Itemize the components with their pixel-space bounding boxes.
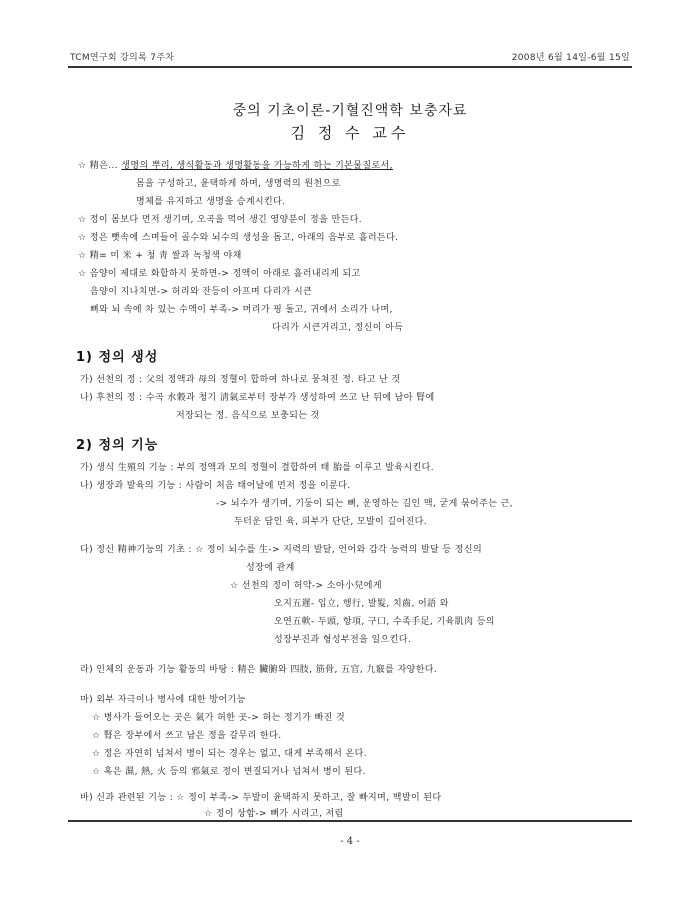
section-2-item-e-star3: ☆ 정은 자연히 넘쳐서 병이 되는 경우는 없고, 대게 부족해서 온다.	[92, 749, 367, 759]
intro-line-8: 음양이 지나치면-> 허리와 잔등이 아프며 다리가 시큰	[90, 287, 313, 297]
intro-star-label: ☆ 精은...	[78, 161, 122, 171]
section-2-heading: 2) 정의 기능	[76, 438, 159, 453]
section-1-heading: 1) 정의 생성	[76, 350, 159, 365]
section-2-item-e-star1: ☆ 병사가 들어오는 곳은 氣가 허한 곳-> 허는 정기가 빠진 것	[92, 713, 346, 723]
section-2-item-e-star4: ☆ 혹은 濕, 熱, 火 등의 邪氣로 정이 변질되거나 넘쳐서 병이 된다.	[92, 767, 366, 777]
intro-line-3: 명체를 유지하고 생명을 승계시킨다.	[136, 197, 286, 207]
section-2-item-b-cont1: -> 뇌수가 생기며, 기둥이 되는 뼈, 운영하는 길인 맥, 굳게 묶어주는 근,	[216, 499, 513, 509]
section-2-item-f: 바) 신과 관련된 기능 : ☆ 정이 부족-> 두발이 윤택하지 못하고, 잘 빠지며, 백발이 된다	[80, 793, 442, 803]
section-2-item-c-cont1: 성장에 관계	[246, 563, 295, 573]
intro-underlined-text: 생명의 뿌리, 생식활동과 생명활동을 가능하게 하는 기본물질로서,	[121, 161, 393, 171]
section-2-item-a: 가) 생식 生殖의 기능 : 부의 정액과 모의 정혈이 결합하여 태 胎를 이루고 발육시킨다.	[80, 463, 435, 473]
intro-line-1	[78, 158, 393, 171]
intro-line-10: 다리가 시큰거리고, 정신이 아득	[272, 323, 404, 333]
section-1-item-b-cont: 저장되는 정. 음식으로 보충되는 것	[176, 411, 320, 421]
page-number: - 4 -	[340, 836, 360, 847]
author-name: 김 정 수 교수	[290, 124, 410, 142]
header-course-title: TCM연구회 강의록 7주차	[70, 53, 175, 63]
section-2-item-c-cont5: 성장부진과 형성부전을 일으킨다.	[274, 635, 412, 645]
section-2-item-f-cont: ☆ 정이 상함-> 뼈가 시리고, 저림	[204, 809, 344, 819]
intro-line-4: ☆ 정이 몸보다 먼저 생기며, 오곡을 먹어 생긴 영양분이 정을 만든다.	[78, 215, 363, 225]
intro-line-7: ☆ 음양이 제대로 화합하지 못하면-> 정액이 아래로 흘러내리게 되고	[78, 269, 361, 279]
intro-line-5: ☆ 정은 뼛속에 스며들어 골수와 뇌수의 생성을 돕고, 아래의 음부로 흘러든다.	[78, 233, 399, 243]
section-1-item-a: 가) 선천의 정 : 父의 정액과 母의 정혈이 합하여 하나로 뭉쳐진 정. 타고 난 것	[80, 375, 401, 385]
section-2-item-c-cont3: 오지五遲- 입立, 행行, 발髮, 치齒, 어語 와	[274, 599, 449, 609]
section-2-item-b-cont2: 두터운 담인 육, 피부가 단단, 모발이 길어진다.	[234, 517, 428, 527]
section-2-item-d: 라) 인체의 운동과 기능 활동의 바탕 : 精은 臟腑와 四肢, 筋骨, 五官, 九竅를 자양한다.	[80, 665, 438, 675]
section-2-item-c: 다) 정신 精神기능의 기초 : ☆ 정이 뇌수를 生-> 지력의 발달, 언어와 감각 능력의 발달 등 정신의	[80, 545, 483, 555]
footer-rule	[68, 820, 632, 822]
intro-line-9: 뼈와 뇌 속에 차 있는 수액이 부족-> 머리가 핑 돌고, 귀에서 소리가 나며,	[90, 305, 393, 315]
section-2-item-b: 나) 생장과 발육의 기능 : 사람이 처음 태어날에 먼저 정을 이룬다.	[80, 481, 351, 491]
section-2-item-c-cont4: 오연五軟- 두頭, 항項, 구口, 수족手足, 기육肌肉 등의	[274, 617, 495, 627]
document-title: 중의 기초이론-기혈진액학 보충자료	[232, 103, 468, 119]
section-2-item-e-star2: ☆ 腎은 장부에서 쓰고 남은 정을 갈무리 한다.	[92, 731, 282, 741]
header-rule	[68, 66, 632, 68]
header-date: 2008년 6월 14일-6월 15일	[511, 53, 630, 63]
section-1-item-b: 나) 후천의 정 : 수곡 水穀과 청기 淸氣로부터 장부가 생성하여 쓰고 난 뒤에 남아 腎에	[80, 393, 435, 403]
section-2-item-c-cont2: ☆ 선천의 정이 허약-> 소아小兒에게	[230, 581, 382, 591]
intro-line-2: 몸을 구성하고, 윤택하게 하며, 생명력의 원천으로	[136, 179, 341, 189]
intro-line-6: ☆ 精= 미 米 + 청 靑 쌀과 녹청색 야채	[78, 251, 242, 261]
section-2-item-e: 마) 외부 자극이나 병사에 대한 방어기능	[80, 695, 246, 705]
